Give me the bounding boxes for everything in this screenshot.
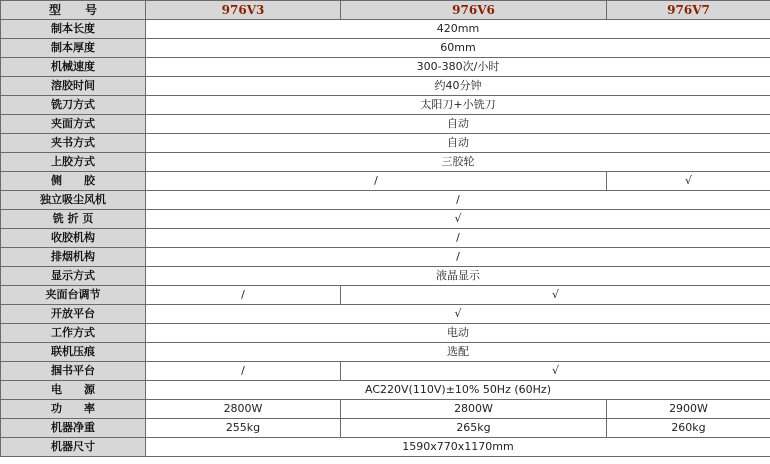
row-value: 300-380次/小时 [146,58,770,77]
table-row [1,134,770,153]
row-label: 功 率 [1,400,146,419]
row-label: 机器净重 [1,419,146,438]
table-row [1,419,770,438]
row-label: 机械速度 [1,58,146,77]
row-value: √ [146,210,770,229]
table-row [1,77,770,96]
row-value: 液晶显示 [146,267,770,286]
row-label: 侧 胶 [1,172,146,191]
model-976v7: 976V7 [607,1,770,20]
row-value-v6-v7: √ [341,362,770,381]
model-976v3: 976V3 [146,1,341,20]
table-row [1,96,770,115]
row-value-v3-v6: / [146,172,607,191]
row-label: 开放平台 [1,305,146,324]
row-value-v6: 2800W [341,400,607,419]
row-label: 制本长度 [1,20,146,39]
table-row [1,210,770,229]
row-label: 收胶机构 [1,229,146,248]
table-row [1,172,770,191]
row-value: 太阳刀+小铣刀 [146,96,770,115]
row-value: / [146,248,770,267]
table-row [1,343,770,362]
table-row [1,248,770,267]
row-value-v3: 255kg [146,419,341,438]
row-label: 夹面方式 [1,115,146,134]
row-value-v7: √ [607,172,770,191]
row-value-v3: / [146,286,341,305]
row-value: 自动 [146,115,770,134]
table-row [1,229,770,248]
row-label: 联机压痕 [1,343,146,362]
row-label: 机器尺寸 [1,438,146,457]
row-label: 上胶方式 [1,153,146,172]
row-label: 夹面台调节 [1,286,146,305]
row-label: 掴书平台 [1,362,146,381]
row-value: 60mm [146,39,770,58]
table-row [1,58,770,77]
row-value: 420mm [146,20,770,39]
table-row [1,39,770,58]
row-label: 显示方式 [1,267,146,286]
table-row [1,381,770,400]
row-label: 铣刀方式 [1,96,146,115]
table-row [1,400,770,419]
table-row [1,267,770,286]
row-value: 选配 [146,343,770,362]
row-value-v3: / [146,362,341,381]
row-value-v7: 2900W [607,400,770,419]
row-value: / [146,229,770,248]
row-value: / [146,191,770,210]
table-row [1,286,770,305]
row-label: 铣 折 页 [1,210,146,229]
row-label: 溶胶时间 [1,77,146,96]
model-label: 型 号 [1,1,146,20]
row-value: AC220V(110V)±10% 50Hz (60Hz) [146,381,770,400]
row-label: 独立吸尘风机 [1,191,146,210]
row-label: 制本厚度 [1,39,146,58]
table-row [1,438,770,457]
row-value-v6-v7: √ [341,286,770,305]
table-row [1,305,770,324]
row-value: 三胶轮 [146,153,770,172]
table-row [1,362,770,381]
row-value: 1590x770x1170mm [146,438,770,457]
row-label: 夹书方式 [1,134,146,153]
row-value-v7: 260kg [607,419,770,438]
row-value: 约40分钟 [146,77,770,96]
row-label: 工作方式 [1,324,146,343]
row-label: 排烟机构 [1,248,146,267]
table-row [1,191,770,210]
row-value-v6: 265kg [341,419,607,438]
row-value: 自动 [146,134,770,153]
header-row [1,1,770,20]
table-row [1,324,770,343]
row-value: √ [146,305,770,324]
row-value-v3: 2800W [146,400,341,419]
row-label: 电 源 [1,381,146,400]
table-row [1,153,770,172]
table-row [1,115,770,134]
table-row [1,20,770,39]
model-976v6: 976V6 [341,1,607,20]
row-value: 电动 [146,324,770,343]
